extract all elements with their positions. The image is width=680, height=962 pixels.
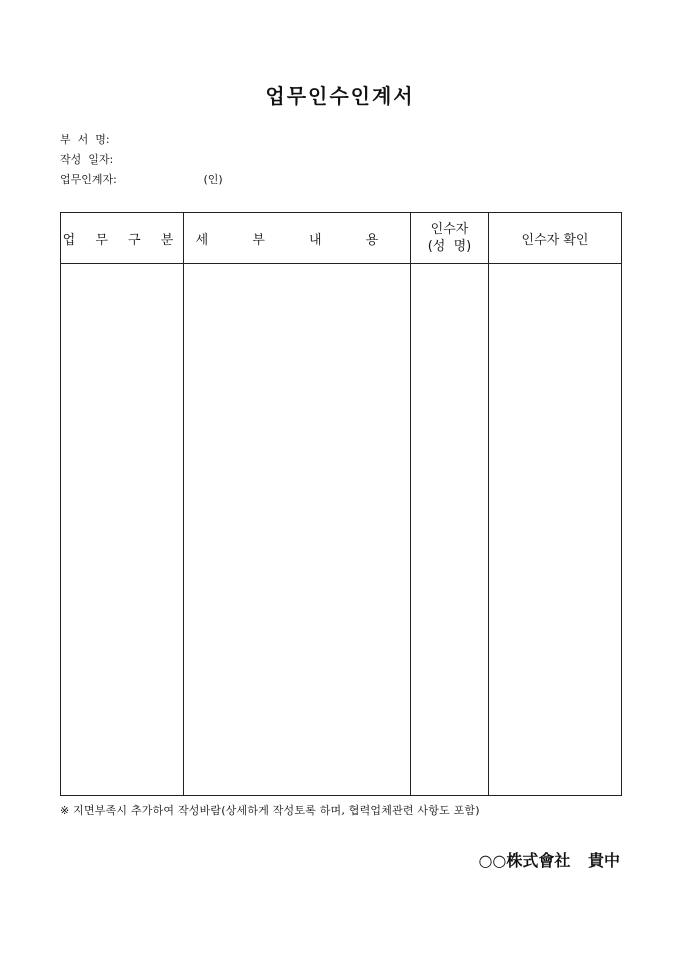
header-confirm: 인수자 확인: [489, 213, 622, 264]
cell-details[interactable]: [184, 264, 411, 796]
table-row: [61, 264, 622, 796]
header-receiver-line1: 인수자: [430, 222, 469, 237]
footnote: ※ 지면부족시 추가하여 작성바람(상세하게 작성토록 하며, 협력업체관련 사항도 포함): [60, 804, 480, 817]
document-title: 업무인수인계서: [265, 84, 415, 108]
cell-receiver[interactable]: [411, 264, 489, 796]
company-block: [478, 848, 620, 871]
department-label: 부 서 명:: [60, 133, 110, 146]
header-receiver: [411, 213, 489, 264]
handover-person-field: [60, 173, 223, 187]
handover-person-label: 업무인계자:: [60, 173, 117, 186]
cell-category[interactable]: [61, 264, 184, 796]
company-name: ○○株式會社: [478, 851, 571, 870]
header-category: 업 무 구 분: [61, 213, 184, 264]
recipient-honorific: 貴中: [587, 851, 620, 870]
handover-table: [60, 212, 622, 796]
seal-mark: (인): [203, 173, 223, 186]
header-receiver-line2: (성 명): [427, 239, 472, 254]
date-field: [60, 153, 200, 167]
date-label: 작성 일자:: [60, 153, 114, 166]
header-row: [61, 213, 622, 264]
header-details: 세 부 내 용: [184, 213, 411, 264]
department-field: [60, 133, 200, 147]
cell-confirm[interactable]: [489, 264, 622, 796]
